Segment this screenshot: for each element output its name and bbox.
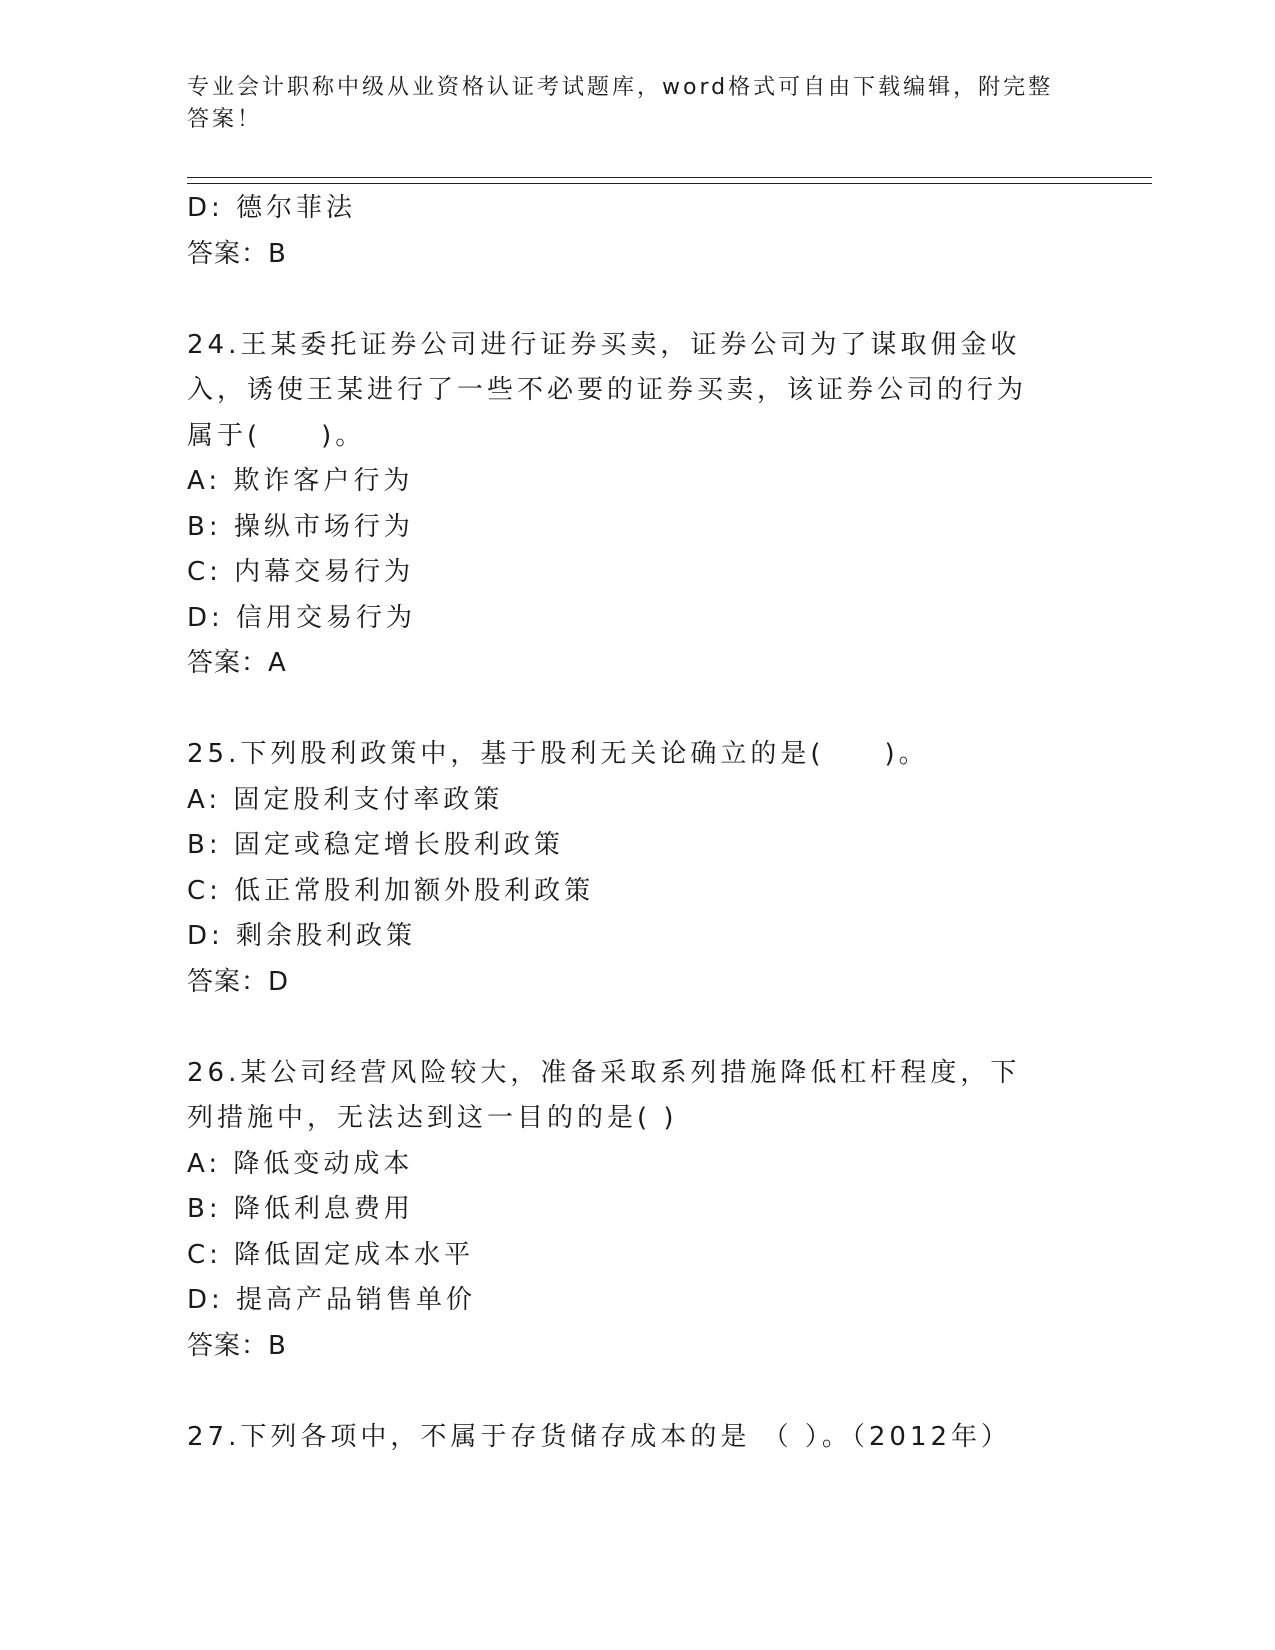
header-rule-bottom [187,183,1152,184]
question-25-option-a: A: 固定股利支付率政策 [187,784,504,815]
question-26-option-d: D: 提高产品销售单价 [187,1285,477,1315]
question-25-option-b: B: 固定或稳定增长股利政策 [187,830,564,860]
question-25-option-c: C: 低正常股利加额外股利政策 [187,875,595,906]
question-25-stem: 25.下列股利政策中，基于股利无关论确立的是( )。 [187,739,929,769]
question-24-option-b: B: 操纵市场行为 [187,511,414,542]
question-24-stem: 24.王某委托证券公司进行证券买卖，证券公司为了谋取佣金收入，诱使王某进行了一些不必要的证券买卖，该证券公司的行为属于( )。 [187,329,1028,451]
question-24-option-a: A: 欺诈客户行为 [187,466,414,496]
question-26-option-b: B: 降低利息费用 [187,1194,414,1224]
question-24-option-c: C: 内幕交易行为 [187,557,415,587]
question-26-option-c: C: 降低固定成本水平 [187,1239,475,1270]
question-25-answer: 答案：D [187,966,290,997]
question-26-answer: 答案：B [187,1330,287,1361]
question-24-answer: 答案：A [187,648,287,678]
page-header: 专业会计职称中级从业资格认证考试题库，word格式可自由下载编辑，附完整答案！ [187,75,1054,132]
question-27 [187,1415,1087,1461]
question-26 [187,1051,1087,1370]
document-body [187,186,1087,1460]
question-25-option-d: D: 剩余股利政策 [187,921,417,951]
question-25 [187,732,1087,1005]
header-rule-top [187,177,1152,178]
prev-answer: 答案：B [187,238,287,269]
question-24-option-d: D: 信用交易行为 [187,602,417,633]
prev-option-d: D: 德尔菲法 [187,193,357,223]
question-27-stem: 27.下列各项中，不属于存货储存成本的是 （ ）。（2012年） [187,1421,1012,1452]
question-26-stem: 26.某公司经营风险较大，准备采取系列措施降低杠杆程度，下列措施中，无法达到这一目的的是( ) [187,1057,1021,1133]
question-26-option-a: A: 降低变动成本 [187,1148,414,1179]
question-24 [187,323,1087,687]
